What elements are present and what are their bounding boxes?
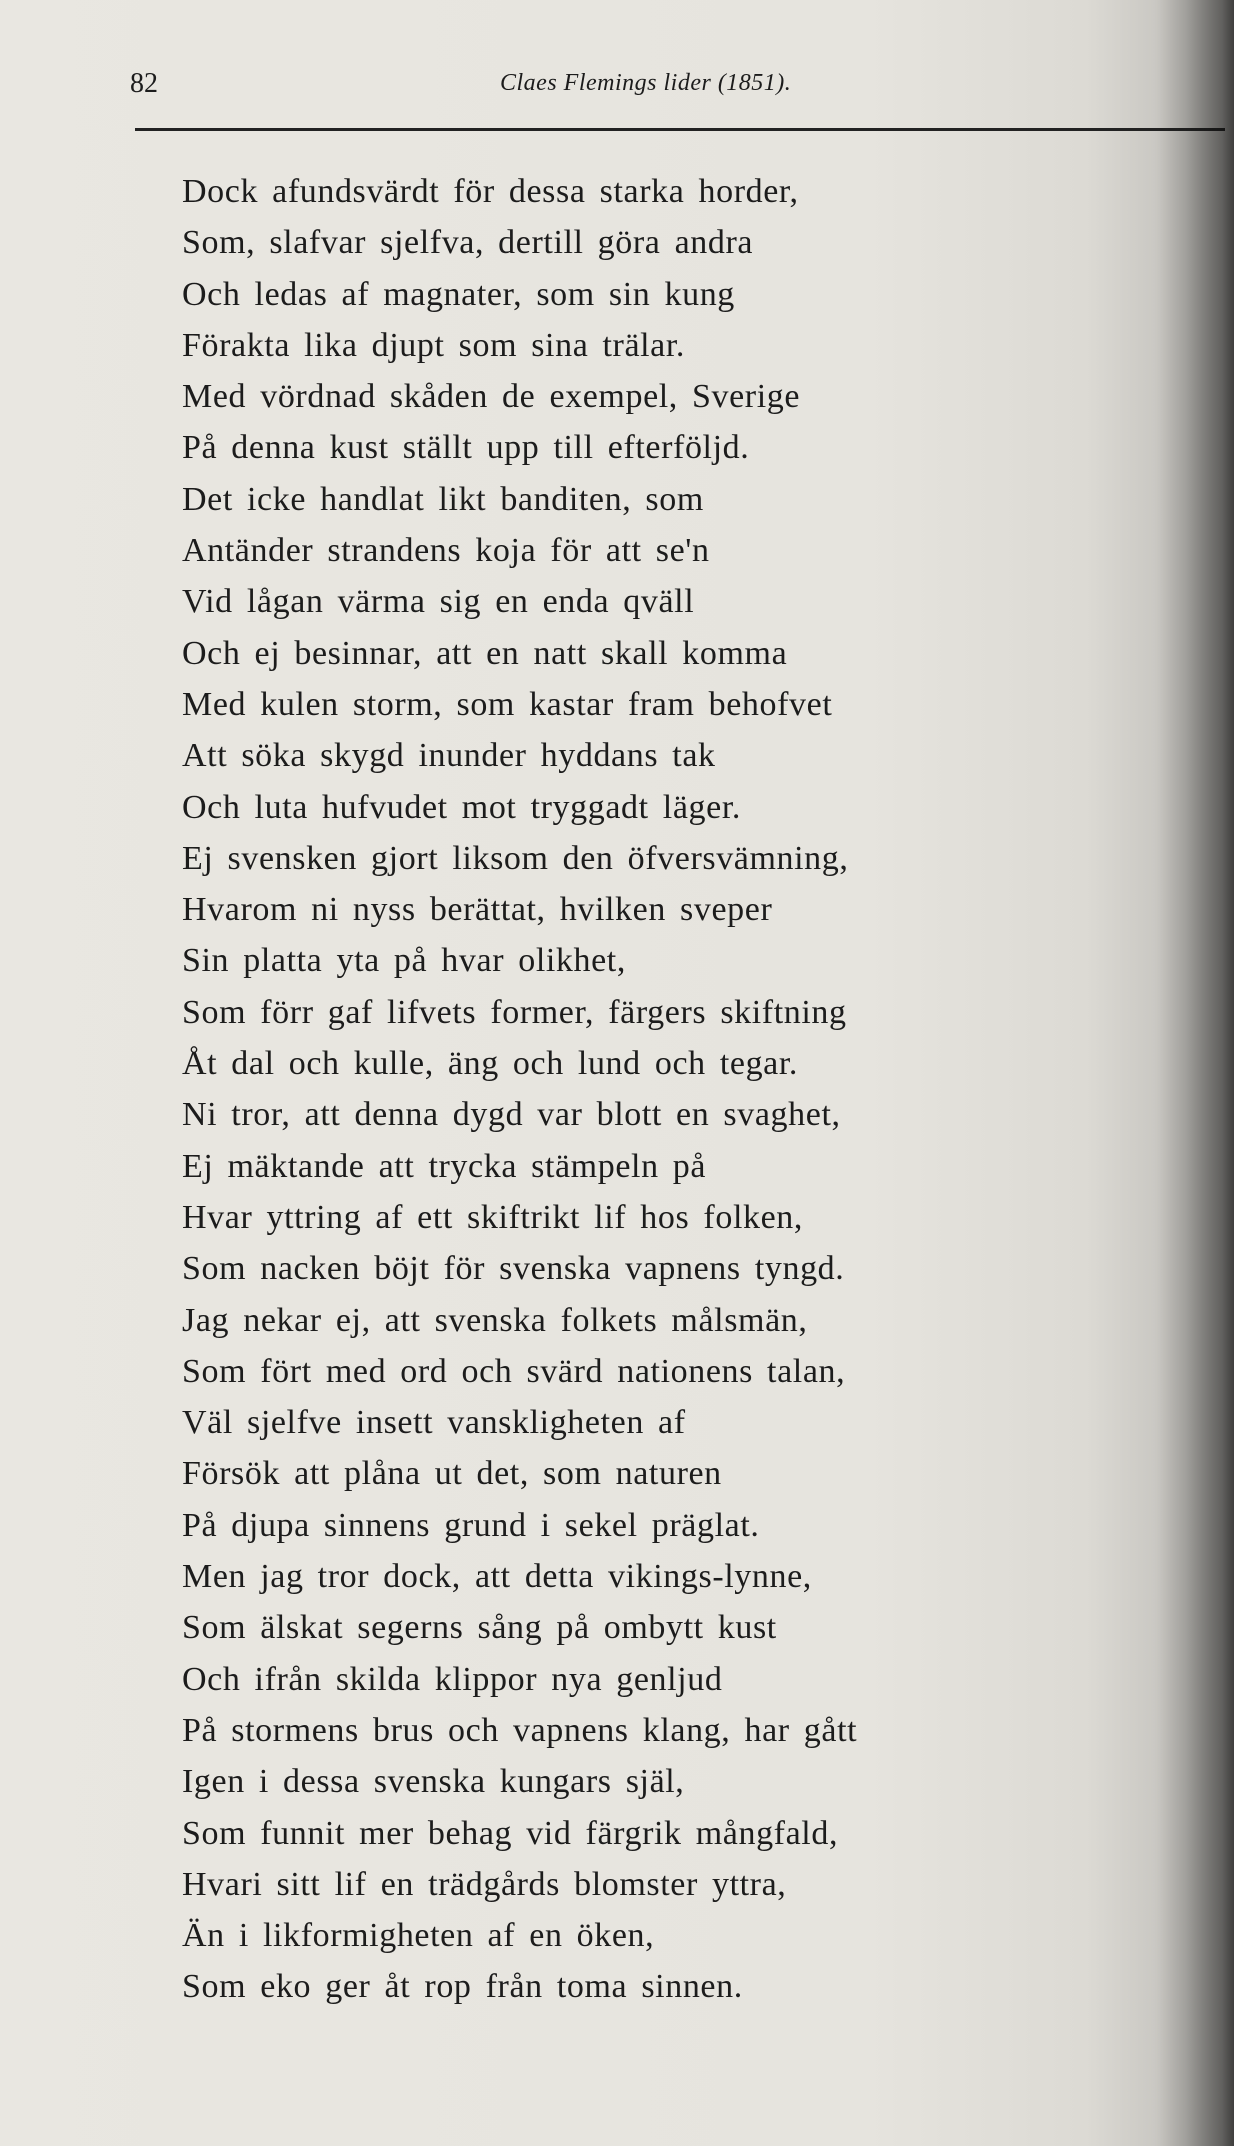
poem-line: Vid lågan värma sig en enda qväll xyxy=(182,583,695,621)
header-rule xyxy=(135,128,1225,131)
poem-line: Förakta lika djupt som sina trälar. xyxy=(182,326,686,364)
poem-line: Att söka skygd inunder hyddans tak xyxy=(182,737,716,775)
poem-line: Än i likformigheten af en öken, xyxy=(182,1917,655,1955)
poem-line: Dock afundsvärdt för dessa starka horder, xyxy=(182,173,799,210)
poem-line: Med vördnad skåden de exempel, Sverige xyxy=(182,378,801,416)
poem-line: Ni tror, att denna dygd var blott en svaghet, xyxy=(182,1096,841,1134)
poem-line: Det icke handlat likt banditen, som xyxy=(182,480,704,518)
poem-line: Och ifrån skilda klippor nya genljud xyxy=(182,1660,723,1698)
running-head: Claes Flemings lider (1851). xyxy=(500,70,792,96)
page-gutter-shadow xyxy=(1154,0,1234,2146)
page-number: 82 xyxy=(130,68,158,99)
page-header xyxy=(0,60,1234,100)
poem-line: Försök att plåna ut det, som naturen xyxy=(182,1455,722,1493)
poem-line: Och luta hufvudet mot tryggadt läger. xyxy=(182,788,741,826)
poem-line: Antänder strandens koja för att se'n xyxy=(182,532,710,570)
poem-line: Som fört med ord och svärd nationens talan, xyxy=(182,1352,846,1390)
poem-line: Hvari sitt lif en trädgårds blomster yttra, xyxy=(182,1865,787,1903)
poem-line: Som funnit mer behag vid färgrik mångfald, xyxy=(182,1814,839,1852)
poem-line: Jag nekar ej, att svenska folkets målsmän, xyxy=(182,1301,808,1339)
poem-line: Som eko ger åt rop från toma sinnen. xyxy=(182,1968,743,2006)
poem-line: På stormens brus och vapnens klang, har gått xyxy=(182,1711,858,1749)
poem-line: Ej svensken gjort liksom den öfversvämning, xyxy=(182,839,849,877)
poem-line: Igen i dessa svenska kungars själ, xyxy=(182,1763,685,1801)
poem-line: På denna kust ställt upp till efterföljd. xyxy=(182,429,750,467)
poem-line: På djupa sinnens grund i sekel präglat. xyxy=(182,1506,760,1544)
poem-line: Med kulen storm, som kastar fram behofvet xyxy=(182,685,833,723)
poem-line: Som förr gaf lifvets former, färgers skiftning xyxy=(182,993,847,1031)
poem-line: Och ej besinnar, att en natt skall komma xyxy=(182,634,788,672)
poem-line: Hvarom ni nyss berättat, hvilken sveper xyxy=(182,891,773,929)
poem-line: Som nacken böjt för svenska vapnens tyngd. xyxy=(182,1250,845,1288)
poem-text xyxy=(182,166,1062,2013)
poem-line: Men jag tror dock, att detta vikings-lynne, xyxy=(182,1558,812,1596)
poem-line: Åt dal och kulle, äng och lund och tegar. xyxy=(182,1045,799,1083)
poem-line: Hvar yttring af ett skiftrikt lif hos folken, xyxy=(182,1198,803,1236)
poem-line: Ej mäktande att trycka stämpeln på xyxy=(182,1147,707,1185)
poem-line: Och ledas af magnater, som sin kung xyxy=(182,275,735,313)
poem-line: Som, slafvar sjelfva, dertill göra andra xyxy=(182,224,754,262)
poem-line: Väl sjelfve insett vanskligheten af xyxy=(182,1404,686,1442)
poem-line: Sin platta yta på hvar olikhet, xyxy=(182,942,626,980)
poem-line: Som älskat segerns sång på ombytt kust xyxy=(182,1609,777,1647)
